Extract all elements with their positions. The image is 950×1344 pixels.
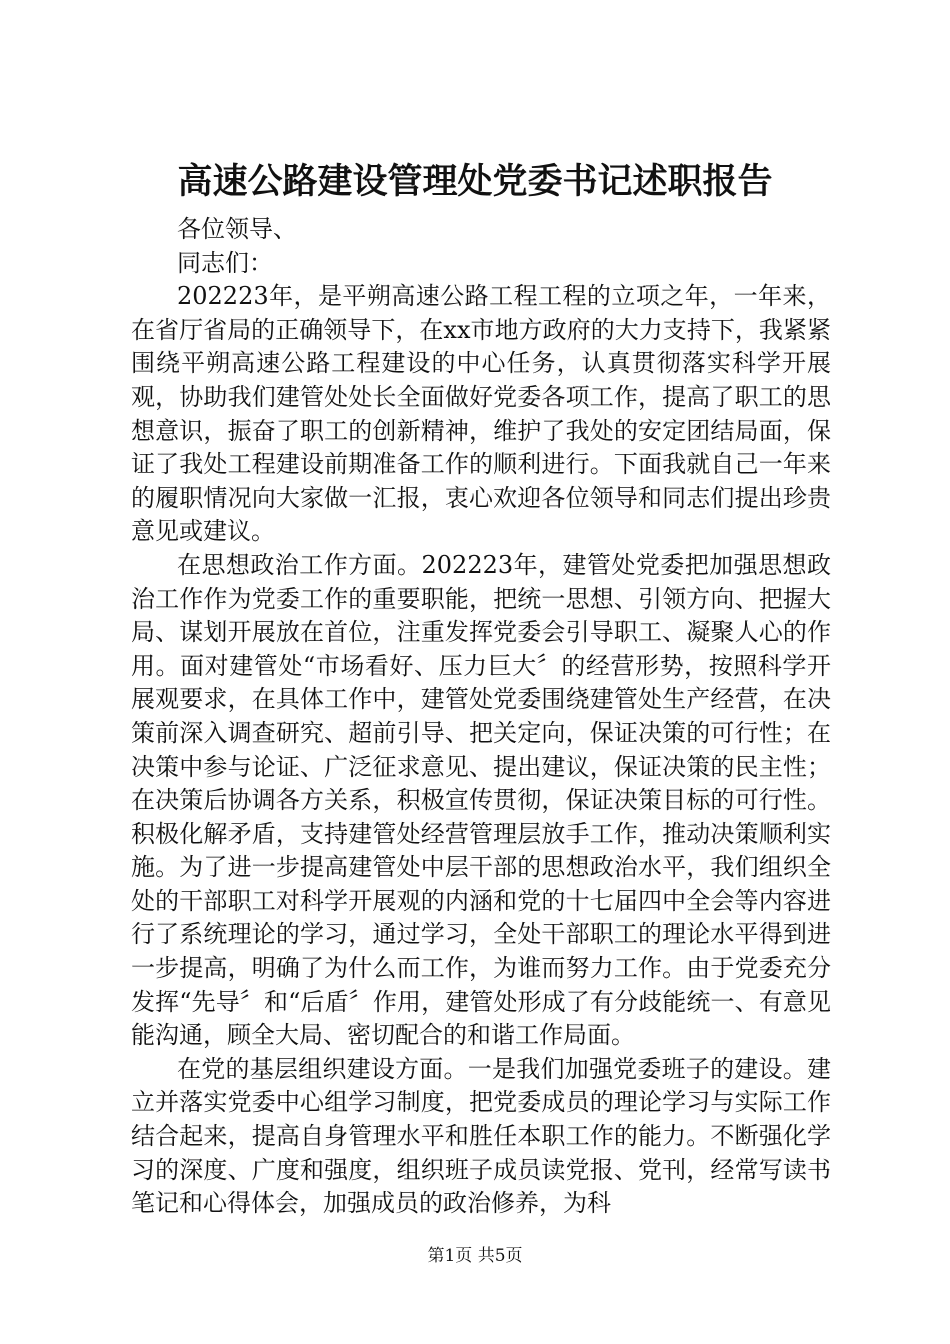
document-body [131, 213, 831, 1221]
salutation-comrades: 同志们： [177, 248, 273, 277]
paragraph-intro: 202223年，是平朔高速公路工程工程的立项之年，一年来，在省厅省局的正确领导下，在xx市地方政府的大力支持下，我紧紧围绕平朔高速公路工程建设的中心任务，认真贯彻落实科学开展观，协助我们建管处处长全面做好党委各项工作，提高了职工的思想意识，振奋了职工的创新精神，维护了我处的安定团结局面，保证了我处工程建设前期准备工作的顺利进行。下面我就自己一年来的履职情况向大家做一汇报，衷心欢迎各位领导和同志们提出珍贵意见或建议。 [131, 282, 831, 546]
paragraph-organization: 在党的基层组织建设方面。一是我们加强党委班子的建设。建立并落实党委中心组学习制度，把党委成员的理论学习与实际工作结合起来，提高自身管理水平和胜任本职工作的能力。不断强化学习的深度、广度和强度，组织班子成员读党报、党刊，经常写读书笔记和心得体会，加强成员的政治修养，为科 [131, 1054, 831, 1218]
salutation-leaders: 各位领导、 [177, 215, 297, 243]
page-footer: 第1页 共5页 [427, 1246, 523, 1266]
paragraph-ideology: 在思想政治工作方面。202223年，建管处党委把加强思想政治工作作为党委工作的重要职能，把统一思想、引领方向、把握大局、谋划开展放在首位，注重发挥党委会引导职工、凝聚人心的作用。面对建管处“市场看好、压力巨大〞的经营形势，按照科学开展观要求，在具体工作中，建管处党委围绕建管处生产经营，在决策前深入调查研究、超前引导、把关定向，保证决策的可行性；在决策中参与论证、广泛征求意见、提出建议，保证决策的民主性；在决策后协调各方关系，积极宣传贯彻，保证决策目标的可行性。积极化解矛盾，支持建管处经营管理层放手工作，推动决策顺利实施。为了进一步提高建管处中层干部的思想政治水平，我们组织全处的干部职工对科学开展观的内涵和党的十七届四中全会等内容进行了系统理论的学习，通过学习，全处干部职工的理论水平得到进一步提高，明确了为什么而工作，为谁而努力工作。由于党委充分发挥“先导〞和“后盾〞作用，建管处形成了有分歧能统一、有意见能沟通，顾全大局、密切配合的和谐工作局面。 [131, 550, 831, 1050]
document-title: 高速公路建设管理处党委书记述职报告 [177, 161, 773, 202]
